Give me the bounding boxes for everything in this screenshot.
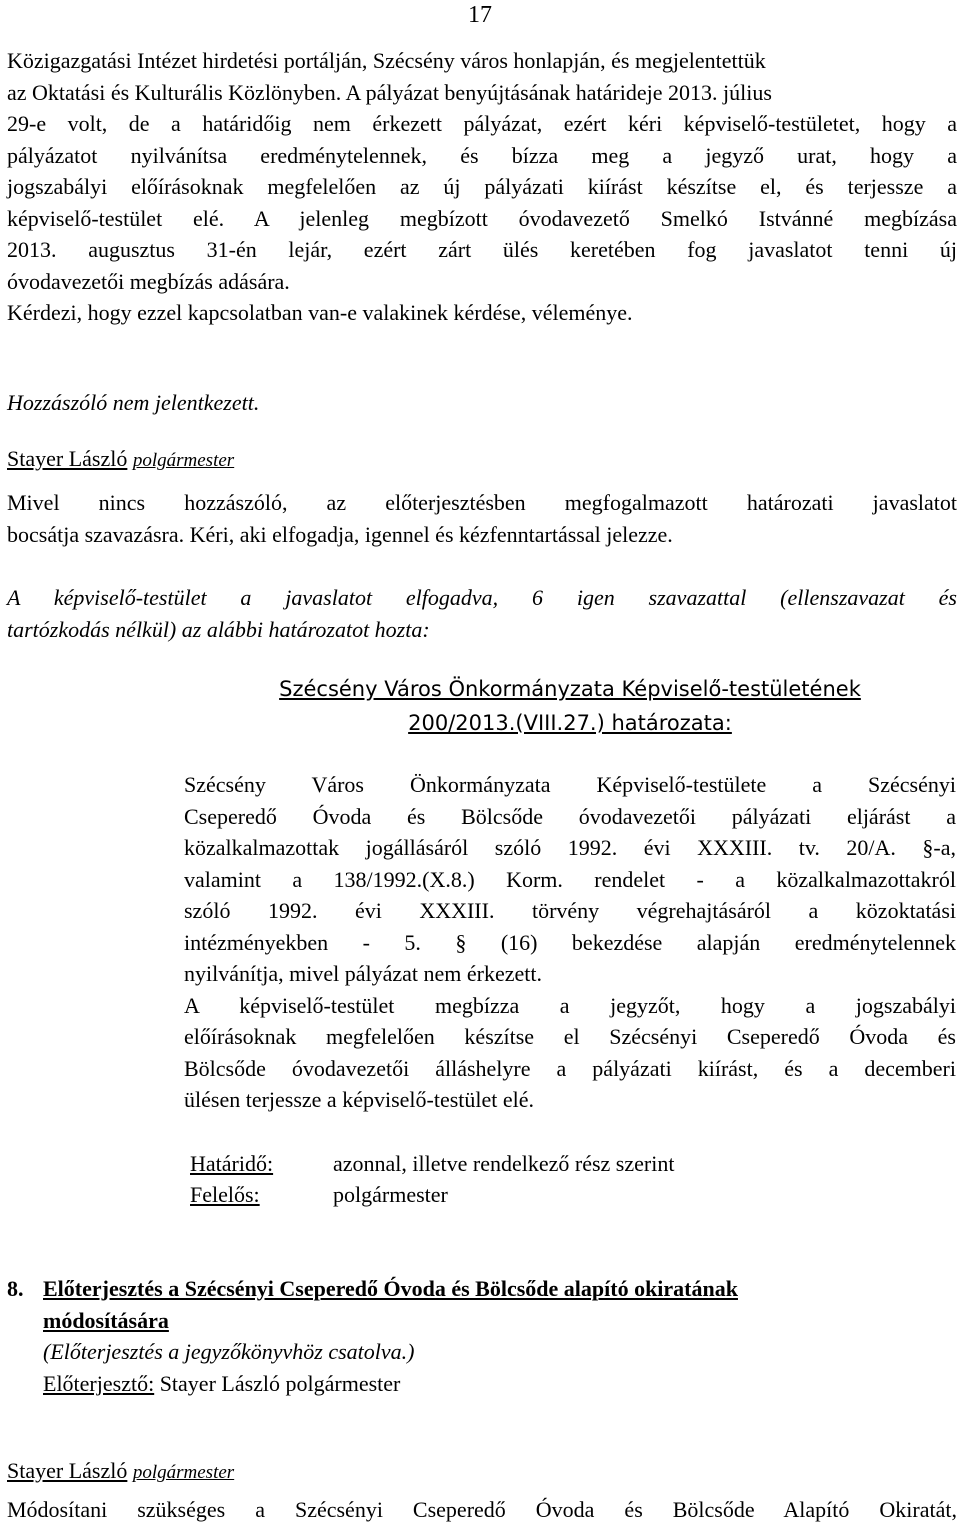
speaker2-role: polgármester: [132, 1462, 235, 1483]
agenda-title-line1: Előterjesztés a Szécsényi Cseperedő Óvoda és Bölcsőde alapító okiratának: [43, 1276, 738, 1301]
no-comment-note: Hozzászóló nem jelentkezett.: [7, 390, 260, 415]
agenda-title-line2: módosítására: [43, 1307, 169, 1333]
presenter-value: Stayer László polgármester: [154, 1370, 401, 1396]
agenda-title: [7, 1273, 957, 1399]
text-line: intézményekben - 5. § (16) bekezdése alapján eredménytelennek: [184, 929, 956, 955]
deadline-value: azonnal, illetve rendelkező rész szerint: [333, 1151, 675, 1176]
text-line: A képviselő-testület megbízza a jegyzőt, hogy a jogszabályi: [184, 992, 956, 1018]
final-paragraph: [7, 1494, 957, 1526]
responsible-label: Felelős:: [190, 1182, 260, 1207]
text-line: Cseperedő Óvoda és Bölcsőde óvodavezetői pályázati eljárást a: [184, 803, 956, 829]
text-line: előírásoknak megfelelően készítse el Szécsényi Cseperedő Óvoda és: [184, 1024, 956, 1049]
vote-result-paragraph: [7, 582, 957, 645]
text-line: Szécsény Város Önkormányzata Képviselő-testülete a Szécsényi: [184, 772, 956, 797]
text-line: A képviselő-testület a javaslatot elfogadva, 6 igen szavazattal (ellenszavazat és: [7, 585, 957, 610]
text-line: bocsátja szavazásra. Kéri, aki elfogadja, igennel és kézfenntartással jelezze.: [7, 521, 673, 547]
agenda-note: (Előterjesztés a jegyzőkönyvhöz csatolva.): [43, 1339, 415, 1364]
text-line: az Oktatási és Kulturális Közlönyben. A pályázat benyújtásának határideje 2013. július: [7, 79, 772, 105]
text-line: Kérdezi, hogy ezzel kapcsolatban van-e valakinek kérdése, véleménye.: [7, 300, 633, 325]
text-line: tartózkodás nélkül) az alábbi határozatot hozta:: [7, 616, 430, 642]
text-line: Módosítani szükséges a Szécsényi Cseperedő Óvoda és Bölcsőde Alapító Okiratát,: [7, 1497, 957, 1522]
resolution-title-line2: 200/2013.(VIII.27.) határozata:: [408, 711, 732, 735]
text-line: jogszabályi előírásoknak megfelelően az új pályázati kiírást készítse el, és terjessze a: [7, 174, 957, 199]
presenter-label: Előterjesztő:: [43, 1370, 155, 1396]
speaker-role: polgármester: [132, 450, 235, 471]
intro-paragraph: [7, 45, 957, 329]
resolution-title: [200, 672, 940, 740]
text-line: 29-e volt, de a határidőig nem érkezett pályázat, ezért kéri képviselő-testületet, hogy a: [7, 111, 957, 136]
text-line: Közigazgatási Intézet hirdetési portálján, Szécsény város honlapján, és megjelentettük: [7, 48, 766, 73]
responsible-value: polgármester: [333, 1182, 448, 1207]
text-line: közalkalmazottak jogállásáról szóló 1992. évi XXXIII. tv. 20/A. §-a,: [184, 835, 956, 860]
agenda-number: 8.: [7, 1276, 24, 1301]
speaker2-name: Stayer László: [7, 1458, 128, 1483]
agenda-item: [7, 1273, 957, 1399]
text-line: szóló 1992. évi XXXIII. törvény végrehajtásáról a közoktatási: [184, 898, 956, 923]
speaker-name: Stayer László: [7, 446, 128, 471]
text-line: képviselő-testület elé. A jelenleg megbízott óvodavezető Smelkó Istvánné megbízása: [7, 205, 957, 231]
speaker-heading: [7, 443, 957, 477]
deadline-row: [190, 1148, 674, 1180]
presenter-line: [43, 1368, 957, 1400]
text-line: óvodavezetői megbízás adására.: [7, 268, 290, 294]
resolution-body: [184, 769, 956, 1116]
page-number: 17: [468, 2, 492, 28]
text-line: Mivel nincs hozzászóló, az előterjesztésben megfogalmazott határozati javaslatot: [7, 490, 957, 515]
text-line: pályázatot nyilvánítsa eredménytelennek, és bízza meg a jegyző urat, hogy a: [7, 142, 957, 168]
responsible-row: [190, 1179, 448, 1211]
text-line: 2013. augusztus 31-én lejár, ezért zárt ülés keretében fog javaslatot tenni új: [7, 237, 957, 262]
speaker2-heading: [7, 1455, 957, 1489]
text-line: valamint a 138/1992.(X.8.) Korm. rendelet - a közalkalmazottakról: [184, 866, 956, 892]
text-line: nyilvánítja, mivel pályázat nem érkezett.: [184, 961, 542, 986]
resolution-title-line1: Szécsény Város Önkormányzata Képviselő-testületének: [279, 677, 861, 701]
text-line: Bölcsőde óvodavezetői álláshelyre a pályázati kiírást, és a decemberi: [184, 1055, 956, 1081]
vote-call-paragraph: [7, 487, 957, 550]
text-line: ülésen terjessze a képviselő-testület elé.: [184, 1087, 535, 1112]
deadline-label: Határidő:: [190, 1151, 274, 1176]
